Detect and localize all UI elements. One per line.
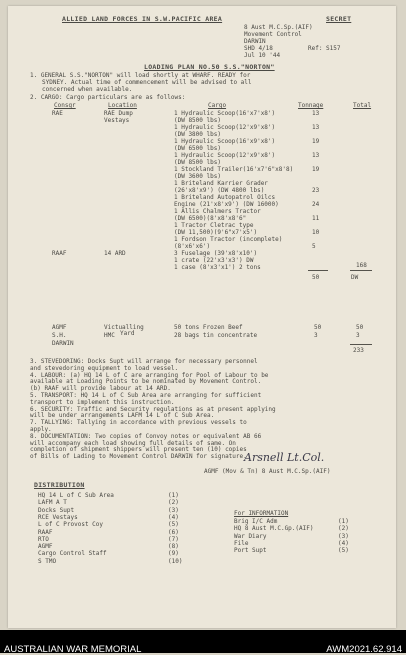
paragraph-line: 2. CARGO: Cargo particulars are as follows: xyxy=(30,94,186,101)
information-recipient: War Diary xyxy=(234,532,267,540)
victualling-consignor: DARWIN xyxy=(52,340,74,347)
distribution-recipient: S TMO xyxy=(38,557,57,565)
victualling-tonnage: 50 xyxy=(314,324,322,331)
secret-stamp: SECRET xyxy=(326,15,352,23)
reference-label: Ref: S157 xyxy=(308,45,341,52)
instruction-line: and stevedoring equipment to load vessel. xyxy=(30,364,179,372)
archive-reference: AWM2021.62.914 xyxy=(326,644,402,655)
information-heading: For INFORMATION xyxy=(234,510,289,517)
distribution-heading: DISTRIBUTION xyxy=(34,481,85,489)
grand-total: 233 xyxy=(353,347,364,354)
instruction-line: (b) RAAF will provide labour at 14 ARD. xyxy=(30,385,171,393)
cargo-tonnage: 24 xyxy=(312,201,320,208)
instruction-line: 6. SECURITY: Traffic and Security regulations as at present applying xyxy=(30,405,276,413)
cargo-description: 1 Hydraulic Scoop(16'x7'x8') xyxy=(174,110,276,117)
cargo-description: (DW 3600 lbs) xyxy=(174,173,221,180)
dw-label: DW xyxy=(351,274,359,281)
cargo-tonnage: 19 xyxy=(312,138,320,145)
cargo-tonnage: 5 xyxy=(312,243,316,250)
distribution-copy-number: (8) xyxy=(168,543,179,551)
instruction-line: transport to implement this instruction. xyxy=(30,398,175,406)
victualling-location: HMC xyxy=(104,332,115,339)
distribution-copy-number: (4) xyxy=(168,513,179,521)
paragraph-line: SYDNEY. Actual time of commencement will be advised to all xyxy=(42,79,252,86)
cargo-description: 1 Hydraulic Scoop(16'x9'x8') xyxy=(174,138,276,145)
cargo-description: 1 crate (22'x3'x3') DW xyxy=(174,257,254,264)
raaf-total: 168 xyxy=(356,262,367,269)
distribution-recipient: L of C Provost Coy xyxy=(38,521,104,529)
victualling-consignor: S.H. xyxy=(52,332,67,339)
cargo-location: 14 ARD xyxy=(104,250,126,257)
subtotal-value: 50 xyxy=(312,274,320,281)
column-header-cargo: Cargo xyxy=(208,102,227,109)
cargo-tonnage: 13 xyxy=(312,124,320,131)
distribution-recipient: RCE Vestays xyxy=(38,513,78,521)
cargo-tonnage: 11 xyxy=(312,215,320,222)
column-header-location: Location xyxy=(108,102,137,109)
information-copy-number: (2) xyxy=(338,525,349,533)
cargo-description: Engine (21'x8'x9') (DW 16000) xyxy=(174,201,279,208)
cargo-description: 1 Fordson Tractor (incomplete) xyxy=(174,236,283,243)
cargo-description: (DW 6500)(8'x8'x8'6" xyxy=(174,215,247,222)
distribution-copy-number: (7) xyxy=(168,535,179,543)
instruction-line: completion of shipment shippers will present ten (10) copies xyxy=(30,446,247,454)
victualling-location-extra: Yard xyxy=(120,330,135,337)
cargo-tonnage: 23 xyxy=(312,187,320,194)
cargo-consignor: RAE xyxy=(52,110,63,117)
cargo-tonnage: 10 xyxy=(312,229,320,236)
instruction-line: 3. STEVEDORING: Docks Supt will arrange for necessary personnel xyxy=(30,358,258,365)
cargo-description: 1 Hydraulic Scoop(12'x9'x8') xyxy=(174,124,276,131)
distribution-recipient: RAAF xyxy=(38,528,53,536)
unit-address-line: 8 Aust M.C.Sp.(AIF) xyxy=(244,24,313,31)
cargo-tonnage: 13 xyxy=(312,110,320,117)
distribution-copy-number: (1) xyxy=(168,492,179,499)
victualling-total: 50 xyxy=(356,324,364,331)
distribution-copy-number: (5) xyxy=(168,521,179,529)
cargo-description: (DW 3800 lbs) xyxy=(174,131,221,138)
cargo-location: RAE Dump xyxy=(104,110,133,117)
instruction-line: apply. xyxy=(30,426,52,433)
victualling-location: Victualling xyxy=(104,324,144,331)
cargo-description: 3 Fuselage (39'x8'x10') xyxy=(174,250,258,257)
instruction-line: 7. TALLYING: Tallying in accordance with previous vessels to xyxy=(30,419,247,427)
column-header-total: Total xyxy=(353,102,372,109)
distribution-recipient: Cargo Control Staff xyxy=(38,550,107,558)
header-classification: ALLIED LAND FORCES IN S.W.PACIFIC AREA xyxy=(62,15,223,23)
cargo-description: 1 Tractor Cletrac type xyxy=(174,222,254,229)
instruction-line: will accompany each load showing full details of same. On xyxy=(30,439,236,447)
victualling-total: 3 xyxy=(356,332,360,339)
instruction-line: of Bills of Lading to Movement Control DARWIN for signature. xyxy=(30,453,247,461)
signature: Arsnell Lt.Col. xyxy=(244,451,325,464)
cargo-description: (8'x6'x6') xyxy=(174,243,211,250)
signatory-title: AGMF (Mov & Tn) 8 Aust M.C.Sp.(AIF) xyxy=(204,468,331,475)
subtotal-rule xyxy=(308,270,328,271)
information-copy-number: (3) xyxy=(338,532,349,540)
victualling-description: 50 tons Frozen Beef xyxy=(174,324,243,331)
cargo-description: 1 Briteland Autopatrol Oilcs xyxy=(174,194,276,201)
distribution-copy-number: (2) xyxy=(168,499,179,507)
victualling-description: 28 bags tin concentrate xyxy=(174,332,258,339)
distribution-copy-number: (3) xyxy=(168,506,179,514)
distribution-recipient: Docks Supt xyxy=(38,506,75,514)
archive-caption-bar xyxy=(0,630,406,653)
cargo-description: (DW 8500 lbs) xyxy=(174,117,221,124)
cargo-description: 1 Stockland Trailer(16'x7'6"x8'8) xyxy=(174,166,294,173)
instruction-line: will be under arrangements LAFM 14 L of C Sub Area. xyxy=(30,412,215,420)
victualling-tonnage: 3 xyxy=(314,332,318,339)
information-recipient: HQ 8 Aust M.C.Gp.(AIF) xyxy=(234,525,314,533)
cargo-location: Vestays xyxy=(104,117,130,124)
distribution-copy-number: (9) xyxy=(168,550,179,558)
paragraph-line: 1. GENERAL S.S."NORTON" will load shortly at WHARF. READY for xyxy=(30,72,251,79)
column-header-tonnage: Tonnage xyxy=(298,102,324,109)
distribution-recipient: HQ 14 L of C Sub Area xyxy=(38,492,114,499)
document-page xyxy=(8,6,396,628)
cargo-tonnage: 19 xyxy=(312,166,320,173)
unit-address-line: Movement Control xyxy=(244,31,302,38)
instruction-line: available at Loading Points to be nominated by Movement Control. xyxy=(30,378,262,386)
distribution-copy-number: (10) xyxy=(168,557,183,565)
cargo-description: (DW 11,500)(9'6"x7'x5') xyxy=(174,229,258,236)
information-recipient: Port Supt xyxy=(234,547,267,555)
cargo-description: 1 Briteland Karrier Grader xyxy=(174,180,268,187)
information-recipient: File xyxy=(234,539,249,547)
instruction-line: 5. TRANSPORT: HQ 14 L of C Sub Area are arranging for sufficient xyxy=(30,392,262,399)
distribution-recipient: AGMF xyxy=(38,543,53,551)
information-copy-number: (5) xyxy=(338,547,349,555)
information-copy-number: (4) xyxy=(338,539,349,547)
reference-number: SHD 4/18 xyxy=(244,45,273,52)
cargo-description: (DW 6500 lbs) xyxy=(174,145,221,152)
cargo-description: 1 Allis Chalmers Tractor xyxy=(174,208,261,215)
cargo-tonnage: 13 xyxy=(312,152,320,159)
document-title: LOADING PLAN NO.50 S.S."NORTON" xyxy=(144,63,275,71)
subtotal-rule xyxy=(350,270,372,271)
column-header-consignor: Consgr xyxy=(54,102,76,109)
distribution-recipient: LAFM A T xyxy=(38,499,67,507)
cargo-consignor: RAAF xyxy=(52,250,67,257)
information-recipient: Brig I/C Adm xyxy=(234,518,278,525)
archive-name: AUSTRALIAN WAR MEMORIAL xyxy=(4,644,142,655)
information-copy-number: (1) xyxy=(338,518,349,525)
distribution-copy-number: (6) xyxy=(168,528,179,536)
grand-total-rule xyxy=(350,344,372,345)
document-date: Jul 10 '44 xyxy=(244,52,281,59)
victualling-consignor: AGMF xyxy=(52,324,67,331)
distribution-recipient: RTO xyxy=(38,535,49,543)
cargo-description: 1 Hydraulic Scoop(12'x9'x8') xyxy=(174,152,276,159)
paragraph-line: concerned when available. xyxy=(42,86,133,93)
instruction-line: 4. LABOUR: (a) HQ 14 L of C are arranging for Pool of Labour to be xyxy=(30,371,269,379)
instruction-line: 8. DOCUMENTATION: Two copies of Convoy notes or equivalent AB 66 xyxy=(30,432,262,440)
cargo-description: 1 case (8'x3'x1') 2 tons xyxy=(174,264,261,271)
cargo-description: (DW 8500 lbs) xyxy=(174,159,221,166)
unit-address-line: DARWIN xyxy=(244,38,266,45)
cargo-description: (26'x8'x9') (DW 4800 lbs) xyxy=(174,187,265,194)
